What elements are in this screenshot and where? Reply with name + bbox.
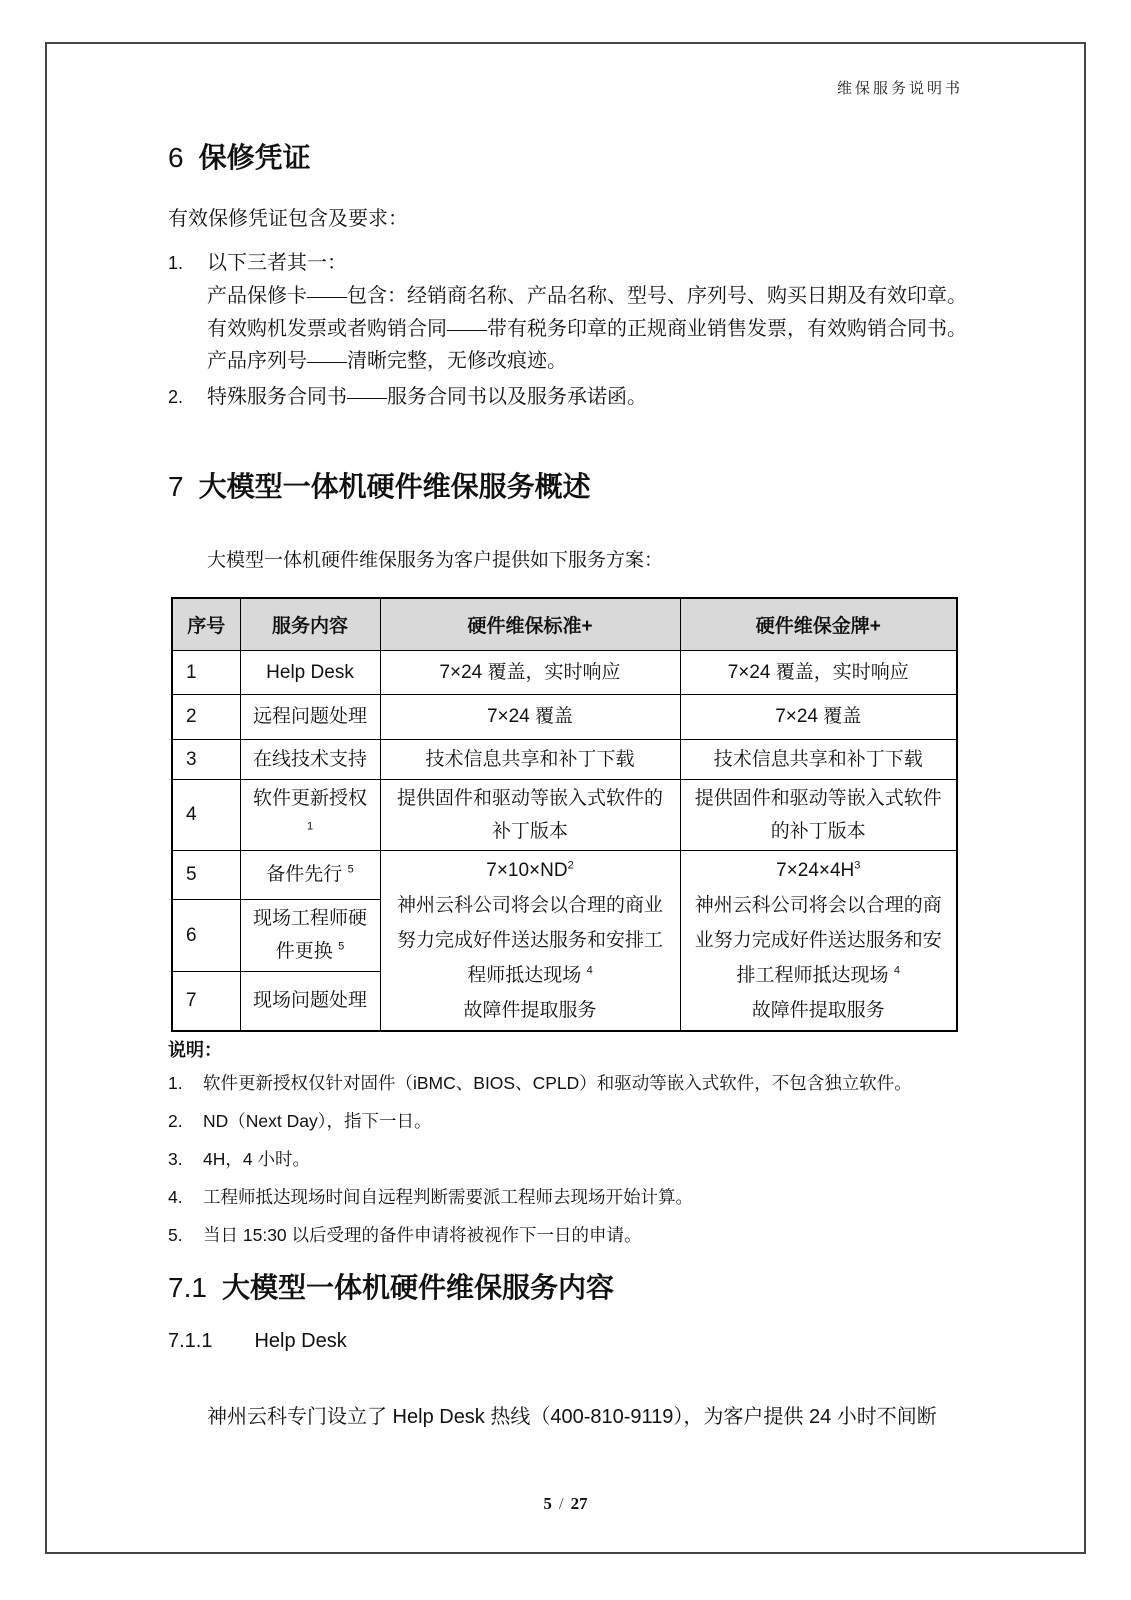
table-cell: 7 xyxy=(172,971,240,1031)
table-cell: 7×24 覆盖 xyxy=(380,694,680,739)
table-header-cell: 服务内容 xyxy=(240,598,380,650)
table-cell: 4 xyxy=(172,779,240,850)
table-cell: 备件先行 $^5$ xyxy=(240,850,380,899)
page-total: 27 xyxy=(570,1494,588,1513)
note-text: ND（Next Day），指下一日。 xyxy=(203,1111,432,1131)
warranty-detail-line: 有效购机发票或者购销合同——带有税务印章的正规商业销售发票，有效购销合同书。 xyxy=(207,317,967,340)
table-cell: 现场工程师硬 件更换 $^5$ xyxy=(240,899,380,971)
table-row xyxy=(172,779,957,850)
table-header-row xyxy=(172,598,957,650)
section-7-1-1-title: Help Desk xyxy=(254,1330,347,1352)
table-cell: Help Desk xyxy=(240,650,380,694)
service-table xyxy=(171,597,958,1032)
section-7-1-number: 7.1 xyxy=(168,1272,207,1303)
table-row xyxy=(172,694,957,739)
note-text: 工程师抵达现场时间自远程判断需要派工程师去现场开始计算。 xyxy=(203,1187,693,1207)
warranty-detail-lines xyxy=(207,280,967,378)
page-footer xyxy=(0,1494,1131,1514)
note-text: 软件更新授权仅针对固件（iBMC、BIOS、CPLD）和驱动等嵌入式软件，不包含独立软件。 xyxy=(203,1073,912,1093)
page-separator: / xyxy=(558,1494,564,1513)
page-number: 5 xyxy=(543,1494,552,1513)
table-cell: 2 xyxy=(172,694,240,739)
note-item xyxy=(168,1184,693,1209)
warranty-detail-line: 产品保修卡——包含：经销商名称、产品名称、型号、序列号、购买日期及有效印章。 xyxy=(207,285,967,307)
document-header-note: 维保服务说明书 xyxy=(836,81,963,97)
table-cell: 远程问题处理 xyxy=(240,694,380,739)
table-header-cell: 序号 xyxy=(172,598,240,650)
section-6-intro: 有效保修凭证包含及要求： xyxy=(168,208,408,230)
table-cell: 在线技术支持 xyxy=(240,739,380,779)
table-cell: 3 xyxy=(172,739,240,779)
section-7-title: 大模型一体机硬件维保服务概述 xyxy=(198,471,591,502)
table-header-cell: 硬件维保金牌+ xyxy=(680,598,957,650)
section-7-1-heading xyxy=(168,1271,614,1305)
section-6-heading xyxy=(168,141,311,175)
notes-label: 说明： xyxy=(168,1040,222,1060)
list-item-2-text: 特殊服务合同书——服务合同书以及服务承诺函。 xyxy=(207,386,647,408)
table-cell: 技术信息共享和补丁下载 xyxy=(680,739,957,779)
note-item xyxy=(168,1070,912,1095)
note-number: 3. xyxy=(168,1149,183,1169)
table-cell: $7\times 10\times ND^2$ 神州云科公司将会以合理的商业 努力完成好件送达服务和安排工 程师抵达现场 $^4$ 故障件提取服务 xyxy=(380,850,680,1031)
section-7-intro: 大模型一体机硬件维保服务为客户提供如下服务方案： xyxy=(207,550,664,571)
note-text: 4H，4 小时。 xyxy=(203,1149,310,1169)
section-6-title: 保修凭证 xyxy=(198,142,311,173)
table-row xyxy=(172,850,957,899)
list-item-1-number: 1. xyxy=(168,253,184,273)
note-text: 当日 15:30 以后受理的备件申请将被视作下一日的申请。 xyxy=(203,1225,642,1245)
table-cell: 提供固件和驱动等嵌入式软件的 补丁版本 xyxy=(380,779,680,850)
table-cell: 现场问题处理 xyxy=(240,971,380,1031)
note-item xyxy=(168,1108,432,1133)
list-item-2 xyxy=(168,380,647,409)
section-7-heading xyxy=(168,470,591,504)
table-cell: 7×24 覆盖，实时响应 xyxy=(680,650,957,694)
list-item-1-text: 以下三者其一： xyxy=(207,252,347,274)
section-6-number: 6 xyxy=(168,142,184,173)
section-7-1-1-number: 7.1.1 xyxy=(168,1330,213,1352)
note-item xyxy=(168,1146,310,1171)
table-cell: 6 xyxy=(172,899,240,971)
warranty-detail-line: 产品序列号——清晰完整，无修改痕迹。 xyxy=(207,350,567,372)
table-row xyxy=(172,739,957,779)
list-item-2-number: 2. xyxy=(168,387,184,407)
table-cell: 技术信息共享和补丁下载 xyxy=(380,739,680,779)
note-number: 2. xyxy=(168,1111,183,1131)
section-7-number: 7 xyxy=(168,471,184,502)
section-7-1-title: 大模型一体机硬件维保服务内容 xyxy=(221,1272,614,1303)
table-cell: 5 xyxy=(172,850,240,899)
table-cell: 1 xyxy=(172,650,240,694)
note-item xyxy=(168,1222,642,1247)
table-header-cell: 硬件维保标准+ xyxy=(380,598,680,650)
note-number: 1. xyxy=(168,1073,183,1093)
helpdesk-paragraph: 神州云科专门设立了 Help Desk 热线（400-810-9119），为客户提供 24 小时不间断 xyxy=(207,1406,937,1428)
table-cell: 7×24 覆盖 xyxy=(680,694,957,739)
table-cell: $7\times 24\times 4H^3$ 神州云科公司将会以合理的商 业努力完成好件送达服务和安 排工程师抵达现场 $^4$ 故障件提取服务 xyxy=(680,850,957,1031)
table-cell: 软件更新授权 $^1$ xyxy=(240,779,380,850)
list-item-1 xyxy=(168,246,347,275)
table-row xyxy=(172,650,957,694)
section-7-1-1-heading xyxy=(168,1330,347,1353)
table-cell: 提供固件和驱动等嵌入式软件 的补丁版本 xyxy=(680,779,957,850)
table-cell: 7×24 覆盖，实时响应 xyxy=(380,650,680,694)
note-number: 4. xyxy=(168,1187,183,1207)
note-number: 5. xyxy=(168,1225,183,1245)
